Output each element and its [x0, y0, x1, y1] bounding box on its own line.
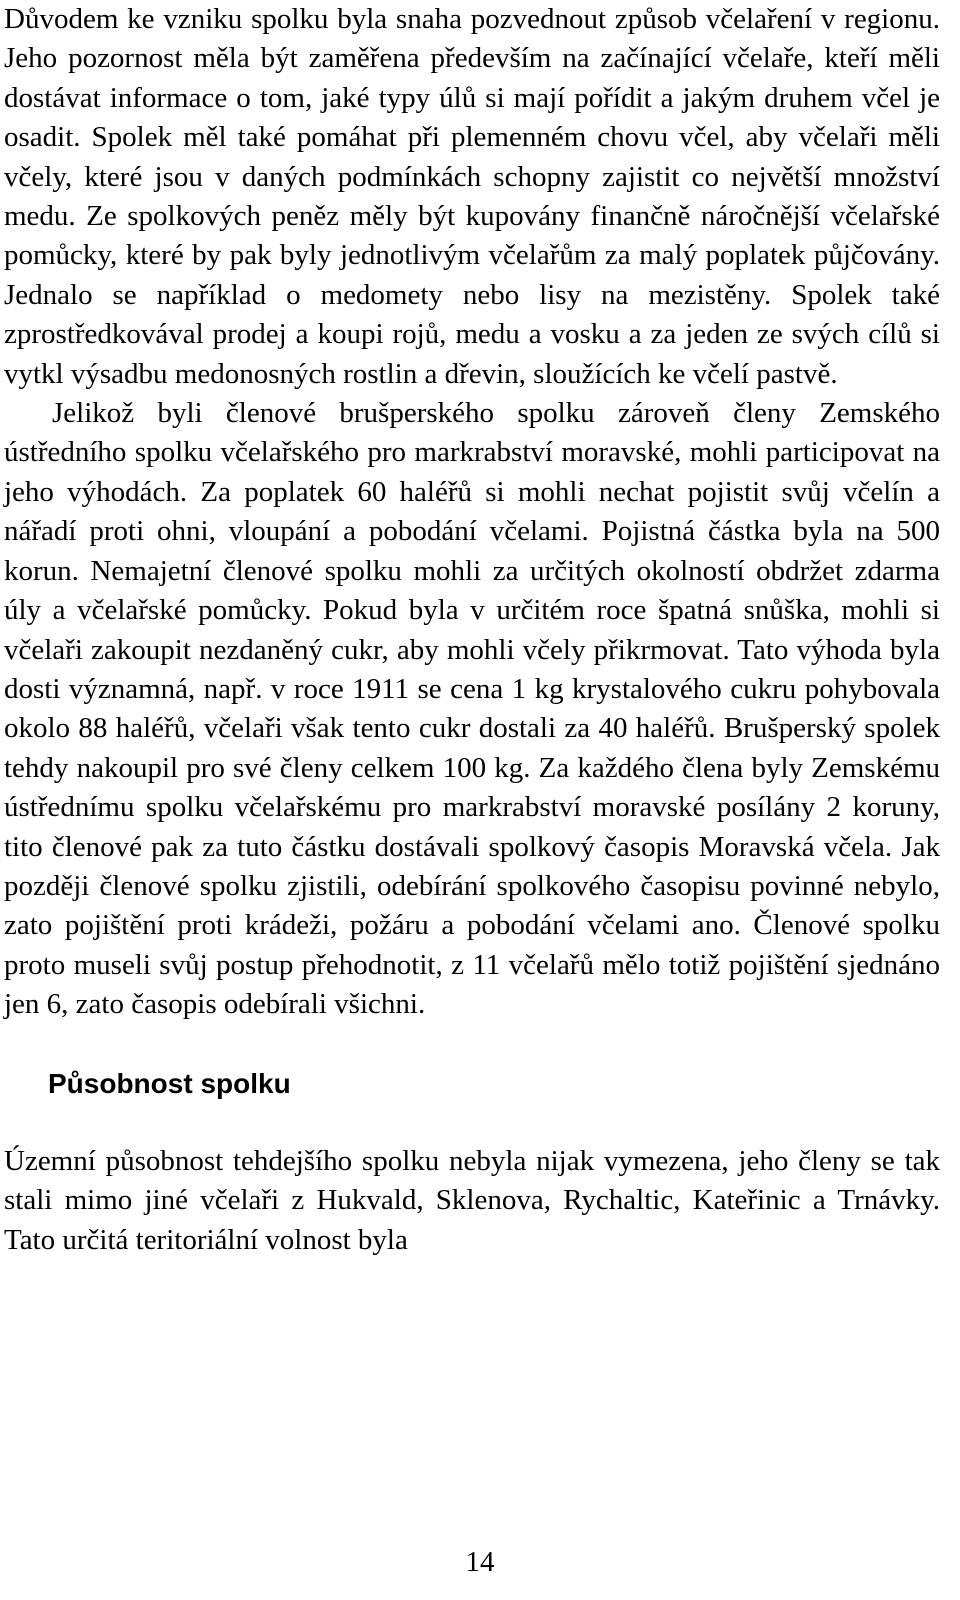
section-heading: Působnost spolku	[48, 1067, 291, 1099]
paragraph-territorial-scope: Územní působnost tehdejšího spolku nebyla nijak vymezena, jeho členy se tak stali mimo jiné včelaři z Hukvald, Sklenova, Rychaltic, Kateřinic a Trnávky. Tato určitá teritoriální volnost byla	[4, 1144, 940, 1256]
page-number: 14	[465, 1546, 495, 1578]
document-page	[4, 0, 940, 1260]
paragraph-spolek-goals: Důvodem ke vzniku spolku byla snaha pozvednout způsob včelaření v regionu. Jeho pozornost měla být zaměřena především na začínající včelaře, kteří měli dostávat informace o tom, jaké typy úlů si mají pořídit a jakým druhem včel je osadit. Spolek měl také pomáhat při plemenném chovu včel, aby včelaři měli včely, které jsou v daných podmínkách schopny zajistit co největší množství medu. Ze spolkových peněz měly být kupovány finančně náročnější včelařské pomůcky, které by pak byly jednotlivým včelařům za malý poplatek půjčovány. Jednalo se například o medomety nebo lisy na mezistěny. Spolek také zprostředkovával prodej a koupi rojů, medu a vosku a za jeden ze svých cílů si vytkl výsadbu medonosných rostlin a dřevin, sloužících ke včelí pastvě.	[4, 3, 940, 390]
paragraph-member-benefits: Jelikož byli členové brušperského spolku zároveň členy Zemského ústředního spolku včelařského pro markrabství moravské, mohli participovat na jeho výhodách. Za poplatek 60 haléřů si mohli nechat pojistit svůj včelín a nářadí proti ohni, vloupání a pobodání včelami. Pojistná částka byla na 500 korun. Nemajetní členové spolku mohli za určitých okolností obdržet zdarma úly a včelařské pomůcky. Pokud byla v určitém roce špatná snůška, mohli si včelaři zakoupit nezdaněný cukr, aby mohli včely přikrmovat. Tato výhoda byla dosti významná, např. v roce 1911 se cena 1 kg krystalového cukru pohybovala okolo 88 haléřů, včelaři však tento cukr dostali za 40 haléřů. Brušperský spolek tehdy nakoupil pro své členy celkem 100 kg. Za každého člena byly Zemskému ústřednímu spolku včelařskému pro markrabství moravské posílány 2 koruny, tito členové pak za tuto částku dostávali spolkový časopis Moravská včela. Jak později členové spolku zjistili, odebírání spolkového časopisu povinné nebylo, zato pojištění proti krádeži, požáru a pobodání včelami ano. Členové spolku proto museli svůj postup přehodnotit, z 11 včelařů mělo totiž pojištění sjednáno jen 6, zato časopis odebírali všichni.	[4, 397, 940, 1021]
